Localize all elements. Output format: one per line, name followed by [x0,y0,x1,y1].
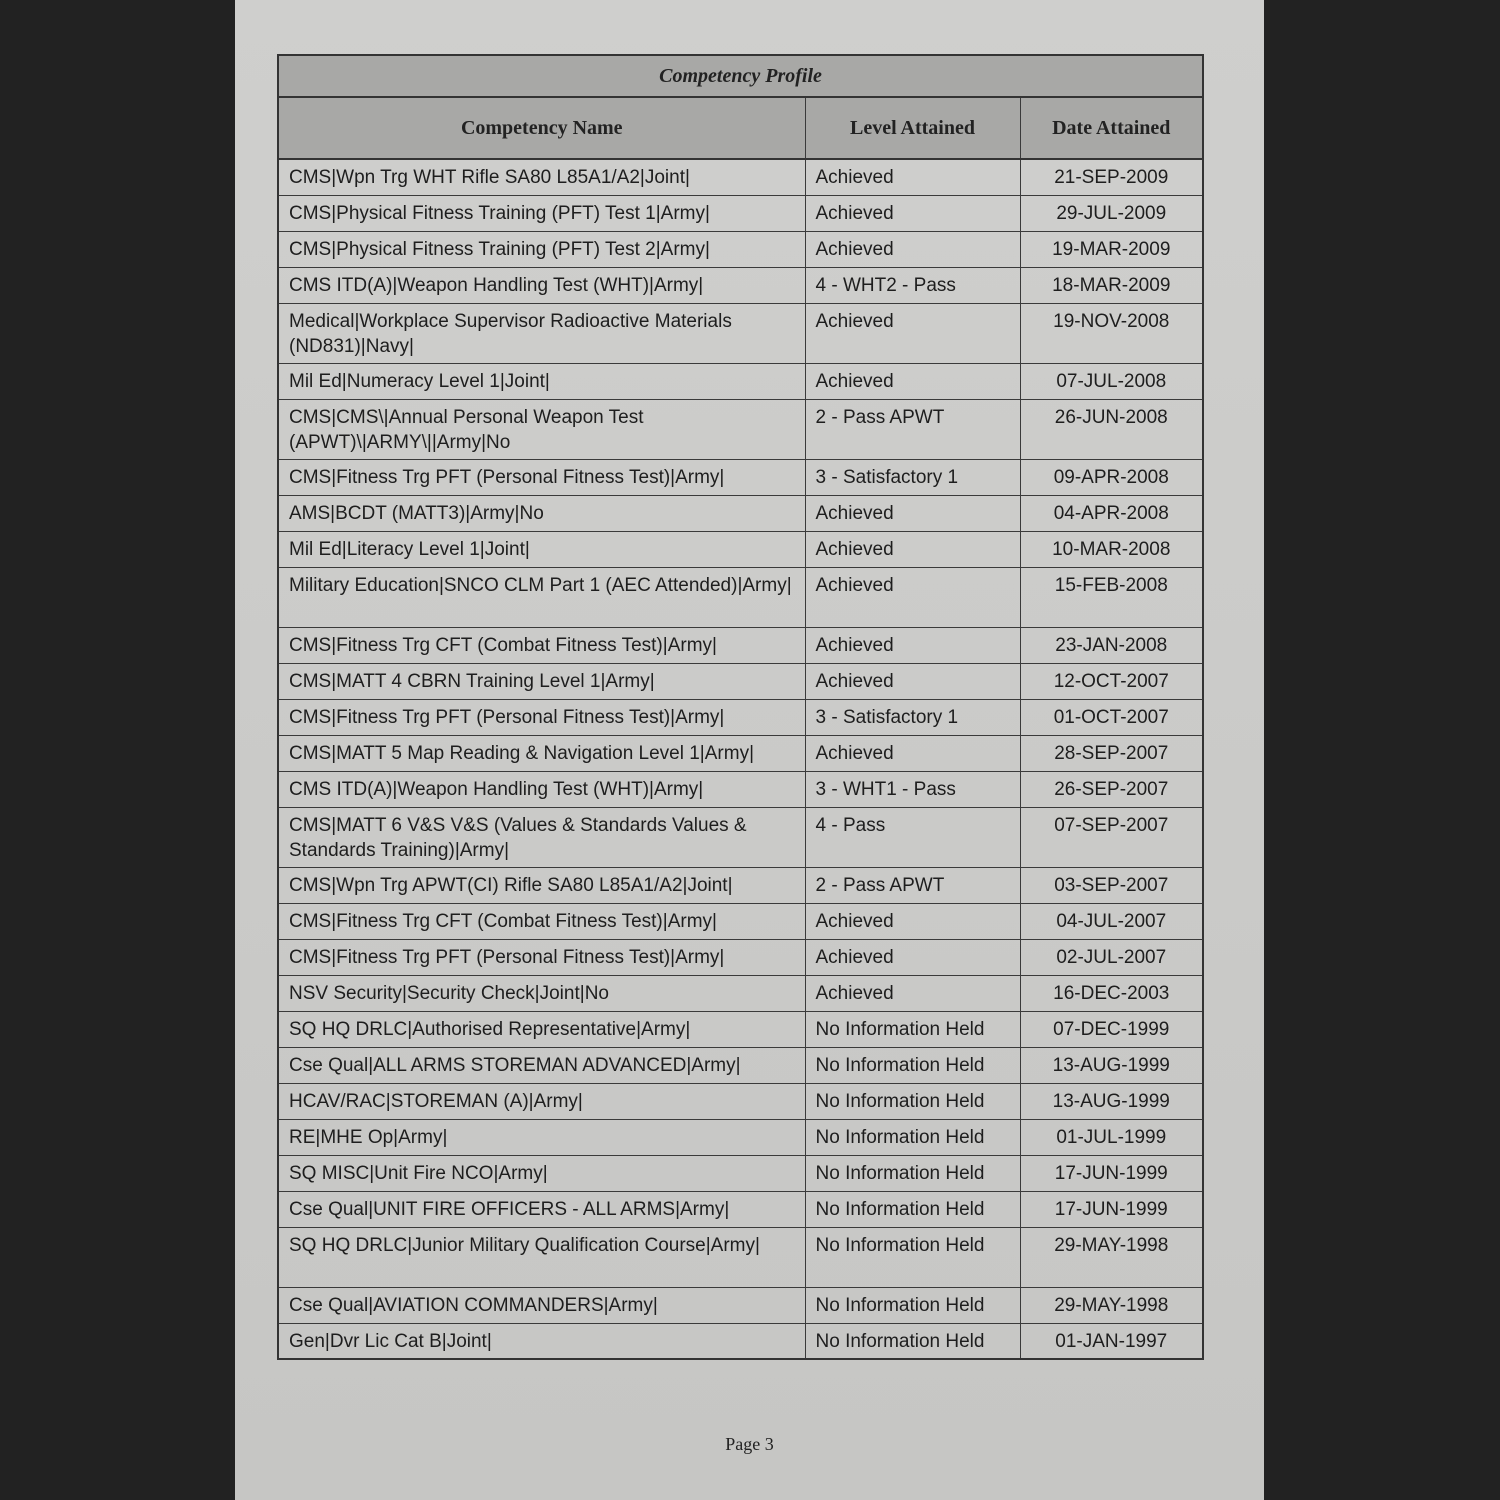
date-attained-cell: 03-SEP-2007 [1020,867,1203,903]
level-attained-cell: Achieved [805,627,1020,663]
date-attained-cell: 04-JUL-2007 [1020,903,1203,939]
competency-table-wrapper [277,54,1202,1360]
date-attained-cell: 17-JUN-1999 [1020,1191,1203,1227]
level-attained-cell: 4 - WHT2 - Pass [805,267,1020,303]
table-row [278,939,1203,975]
level-attained-cell: Achieved [805,303,1020,363]
competency-name-cell: CMS|Physical Fitness Training (PFT) Test 1|Army| [278,195,805,231]
level-attained-cell: Achieved [805,735,1020,771]
date-attained-cell: 13-AUG-1999 [1020,1083,1203,1119]
level-attained-cell: Achieved [805,903,1020,939]
level-attained-cell: Achieved [805,495,1020,531]
table-row [278,903,1203,939]
level-attained-cell: Achieved [805,159,1020,195]
date-attained-cell: 23-JAN-2008 [1020,627,1203,663]
date-attained-cell: 29-JUL-2009 [1020,195,1203,231]
column-header-level-attained: Level Attained [805,97,1020,159]
level-attained-cell: 4 - Pass [805,807,1020,867]
date-attained-cell: 18-MAR-2009 [1020,267,1203,303]
table-row [278,1323,1203,1359]
date-attained-cell: 26-SEP-2007 [1020,771,1203,807]
column-header-competency-name: Competency Name [278,97,805,159]
competency-name-cell: CMS ITD(A)|Weapon Handling Test (WHT)|Army| [278,771,805,807]
level-attained-cell: No Information Held [805,1155,1020,1191]
table-body [278,159,1203,1359]
competency-name-cell: CMS|Physical Fitness Training (PFT) Test 2|Army| [278,231,805,267]
competency-name-cell: CMS|Fitness Trg CFT (Combat Fitness Test)|Army| [278,903,805,939]
table-row [278,1155,1203,1191]
level-attained-cell: No Information Held [805,1227,1020,1287]
date-attained-cell: 15-FEB-2008 [1020,567,1203,627]
level-attained-cell: Achieved [805,567,1020,627]
table-row [278,1083,1203,1119]
competency-name-cell: CMS|MATT 6 V&S V&S (Values & Standards Values & Standards Training)|Army| [278,807,805,867]
competency-name-cell: NSV Security|Security Check|Joint|No [278,975,805,1011]
page-number: Page 3 [725,1434,774,1454]
table-row [278,699,1203,735]
date-attained-cell: 19-MAR-2009 [1020,231,1203,267]
competency-name-cell: CMS|Wpn Trg WHT Rifle SA80 L85A1/A2|Joint| [278,159,805,195]
date-attained-cell: 28-SEP-2007 [1020,735,1203,771]
level-attained-cell: No Information Held [805,1287,1020,1323]
level-attained-cell: No Information Held [805,1011,1020,1047]
date-attained-cell: 26-JUN-2008 [1020,399,1203,459]
level-attained-cell: Achieved [805,363,1020,399]
level-attained-cell: Achieved [805,975,1020,1011]
table-row [278,663,1203,699]
table-row [278,231,1203,267]
table-row [278,531,1203,567]
level-attained-cell: Achieved [805,939,1020,975]
date-attained-cell: 01-OCT-2007 [1020,699,1203,735]
date-attained-cell: 29-MAY-1998 [1020,1227,1203,1287]
document-page [235,0,1264,1500]
date-attained-cell: 17-JUN-1999 [1020,1155,1203,1191]
competency-name-cell: Cse Qual|UNIT FIRE OFFICERS - ALL ARMS|Army| [278,1191,805,1227]
competency-name-cell: AMS|BCDT (MATT3)|Army|No [278,495,805,531]
competency-name-cell: Medical|Workplace Supervisor Radioactive Materials (ND831)|Navy| [278,303,805,363]
table-row [278,1011,1203,1047]
date-attained-cell: 04-APR-2008 [1020,495,1203,531]
competency-name-cell: CMS|Fitness Trg PFT (Personal Fitness Test)|Army| [278,699,805,735]
level-attained-cell: No Information Held [805,1119,1020,1155]
competency-name-cell: CMS|CMS\|Annual Personal Weapon Test (APWT)\|ARMY\||Army|No [278,399,805,459]
table-title: Competency Profile [278,55,1203,97]
table-row [278,159,1203,195]
competency-name-cell: Mil Ed|Numeracy Level 1|Joint| [278,363,805,399]
table-row [278,771,1203,807]
competency-name-cell: Military Education|SNCO CLM Part 1 (AEC Attended)|Army| [278,567,805,627]
competency-table [277,54,1204,1360]
date-attained-cell: 01-JAN-1997 [1020,1323,1203,1359]
table-row [278,1227,1203,1287]
level-attained-cell: 3 - Satisfactory 1 [805,699,1020,735]
competency-name-cell: CMS|Fitness Trg PFT (Personal Fitness Test)|Army| [278,459,805,495]
competency-name-cell: HCAV/RAC|STOREMAN (A)|Army| [278,1083,805,1119]
competency-name-cell: SQ HQ DRLC|Junior Military Qualification Course|Army| [278,1227,805,1287]
level-attained-cell: Achieved [805,531,1020,567]
date-attained-cell: 07-DEC-1999 [1020,1011,1203,1047]
date-attained-cell: 01-JUL-1999 [1020,1119,1203,1155]
level-attained-cell: No Information Held [805,1047,1020,1083]
competency-name-cell: SQ MISC|Unit Fire NCO|Army| [278,1155,805,1191]
table-row [278,267,1203,303]
date-attained-cell: 19-NOV-2008 [1020,303,1203,363]
table-row [278,1191,1203,1227]
date-attained-cell: 16-DEC-2003 [1020,975,1203,1011]
table-row [278,195,1203,231]
level-attained-cell: No Information Held [805,1083,1020,1119]
date-attained-cell: 07-SEP-2007 [1020,807,1203,867]
date-attained-cell: 07-JUL-2008 [1020,363,1203,399]
date-attained-cell: 13-AUG-1999 [1020,1047,1203,1083]
level-attained-cell: Achieved [805,195,1020,231]
table-row [278,399,1203,459]
table-row [278,495,1203,531]
competency-name-cell: Gen|Dvr Lic Cat B|Joint| [278,1323,805,1359]
competency-name-cell: CMS|MATT 5 Map Reading & Navigation Level 1|Army| [278,735,805,771]
competency-name-cell: CMS|Fitness Trg PFT (Personal Fitness Test)|Army| [278,939,805,975]
table-row [278,567,1203,627]
competency-name-cell: Cse Qual|ALL ARMS STOREMAN ADVANCED|Army| [278,1047,805,1083]
table-row [278,735,1203,771]
date-attained-cell: 10-MAR-2008 [1020,531,1203,567]
competency-name-cell: Cse Qual|AVIATION COMMANDERS|Army| [278,1287,805,1323]
table-row [278,1119,1203,1155]
date-attained-cell: 29-MAY-1998 [1020,1287,1203,1323]
table-row [278,303,1203,363]
table-row [278,459,1203,495]
table-row [278,363,1203,399]
table-row [278,867,1203,903]
date-attained-cell: 21-SEP-2009 [1020,159,1203,195]
level-attained-cell: 3 - Satisfactory 1 [805,459,1020,495]
level-attained-cell: 2 - Pass APWT [805,399,1020,459]
level-attained-cell: Achieved [805,663,1020,699]
competency-name-cell: Mil Ed|Literacy Level 1|Joint| [278,531,805,567]
table-row [278,1047,1203,1083]
level-attained-cell: 2 - Pass APWT [805,867,1020,903]
level-attained-cell: 3 - WHT1 - Pass [805,771,1020,807]
table-row [278,975,1203,1011]
competency-name-cell: CMS|Fitness Trg CFT (Combat Fitness Test)|Army| [278,627,805,663]
level-attained-cell: No Information Held [805,1323,1020,1359]
level-attained-cell: No Information Held [805,1191,1020,1227]
date-attained-cell: 12-OCT-2007 [1020,663,1203,699]
competency-name-cell: CMS|MATT 4 CBRN Training Level 1|Army| [278,663,805,699]
table-row [278,627,1203,663]
table-row [278,807,1203,867]
date-attained-cell: 09-APR-2008 [1020,459,1203,495]
competency-name-cell: CMS|Wpn Trg APWT(CI) Rifle SA80 L85A1/A2|Joint| [278,867,805,903]
competency-name-cell: RE|MHE Op|Army| [278,1119,805,1155]
competency-name-cell: SQ HQ DRLC|Authorised Representative|Army| [278,1011,805,1047]
level-attained-cell: Achieved [805,231,1020,267]
date-attained-cell: 02-JUL-2007 [1020,939,1203,975]
competency-name-cell: CMS ITD(A)|Weapon Handling Test (WHT)|Army| [278,267,805,303]
column-header-date-attained: Date Attained [1020,97,1203,159]
table-row [278,1287,1203,1323]
